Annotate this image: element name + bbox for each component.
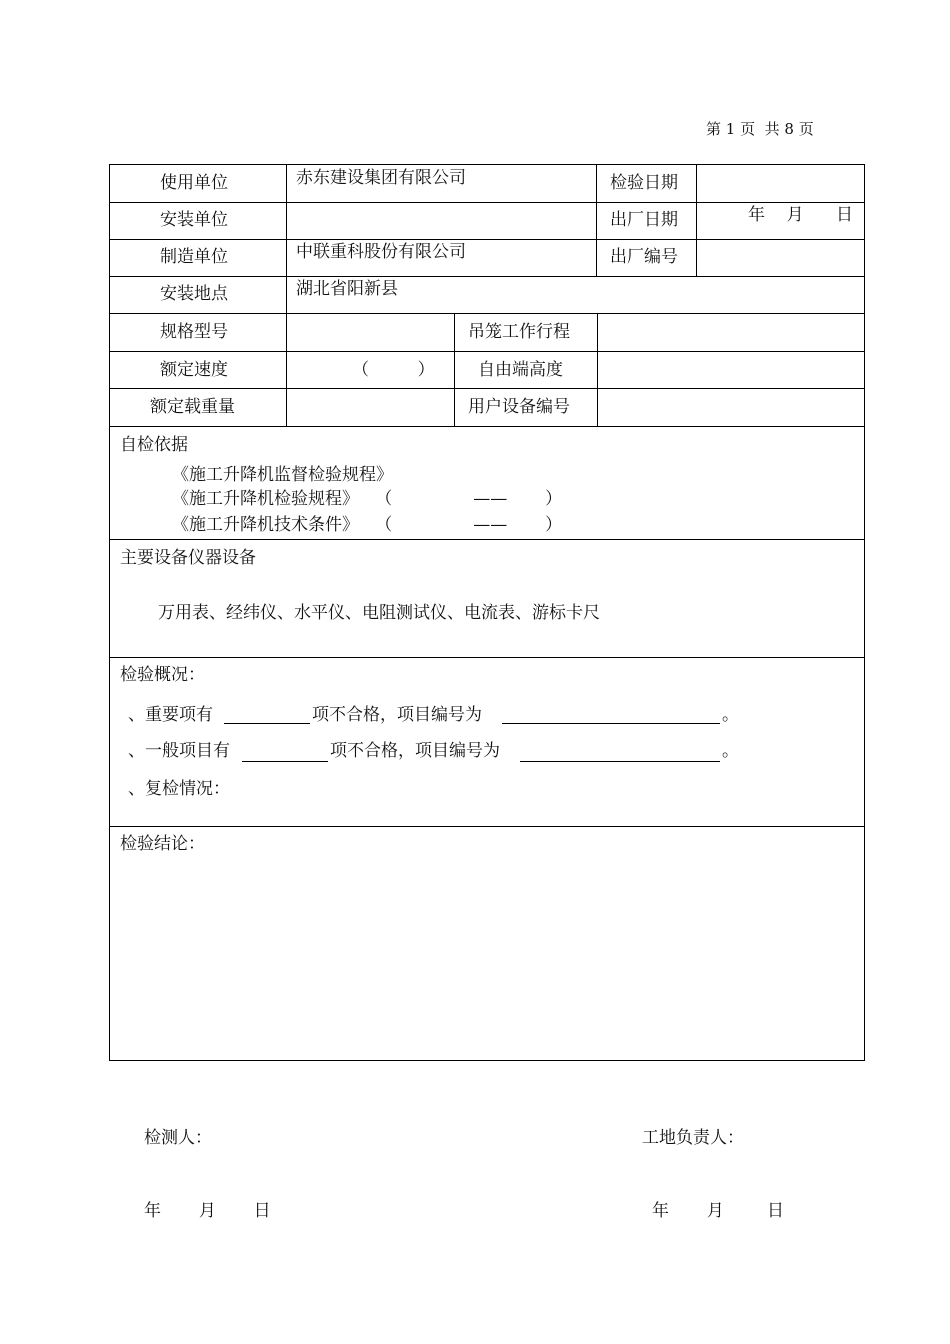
model-label: 规格型号 [160, 322, 228, 342]
instruments-content: 万用表、经纬仪、水平仪、电阻测试仪、电流表、游标卡尺 [158, 603, 600, 623]
conclusion-title: 检验结论： [120, 834, 205, 854]
important-numbers-blank [502, 723, 720, 724]
inspector-date: 年 月 日 [144, 1201, 271, 1221]
overview-general-mid: 项不合格，项目编号为 [330, 741, 500, 761]
rated-speed-value: （ ） [352, 360, 435, 380]
basis-item: 《施工升降机监督检验规程》 [172, 465, 393, 485]
rated-load-label: 额定载重量 [150, 397, 235, 417]
page-current: 第 1 页 [706, 120, 756, 138]
cage-travel-label: 吊笼工作行程 [468, 322, 570, 342]
page-number [706, 118, 814, 139]
manufacturer-label: 制造单位 [160, 247, 228, 267]
instruments-title: 主要设备仪器设备 [120, 548, 256, 568]
page-total: 共 8 页 [764, 120, 814, 138]
user-unit-value: 赤东建设集团有限公司 [296, 168, 466, 188]
manufacturer-value: 中联重科股份有限公司 [296, 242, 466, 262]
factory-date-label: 出厂日期 [610, 210, 678, 230]
overview-important-mid: 项不合格，项目编号为 [312, 705, 482, 725]
factory-number-label: 出厂编号 [610, 247, 678, 267]
overview-general-end: 。 [722, 741, 739, 761]
site-manager-date: 年 月 日 [652, 1201, 785, 1221]
inspection-form-table [109, 164, 865, 1061]
overview-general-prefix: 、一般项目有 [128, 741, 230, 761]
general-count-blank [242, 761, 328, 762]
basis-item: 《施工升降机检验规程》 （ —— ） [172, 489, 563, 509]
overview-important-prefix: 、重要项有 [128, 705, 213, 725]
rated-speed-label: 额定速度 [160, 360, 228, 380]
overview-title: 检验概况： [120, 665, 205, 685]
general-numbers-blank [520, 761, 720, 762]
overview-important-end: 。 [722, 705, 739, 725]
factory-date-placeholder: 年 月 日 [748, 205, 854, 225]
inspection-date-label: 检验日期 [610, 173, 678, 193]
install-location-label: 安装地点 [160, 284, 228, 304]
basis-item: 《施工升降机技术条件》 （ —— ） [172, 515, 563, 535]
basis-title: 自检依据 [120, 435, 188, 455]
free-height-label: 自由端高度 [478, 360, 563, 380]
install-unit-label: 安装单位 [160, 210, 228, 230]
overview-recheck: 、复检情况： [128, 779, 230, 799]
install-location-value: 湖北省阳新县 [296, 279, 398, 299]
user-equipment-no-label: 用户设备编号 [468, 397, 570, 417]
user-unit-label: 使用单位 [160, 173, 228, 193]
important-count-blank [224, 723, 310, 724]
site-manager-label: 工地负责人： [642, 1128, 744, 1148]
inspector-label: 检测人： [144, 1128, 212, 1148]
